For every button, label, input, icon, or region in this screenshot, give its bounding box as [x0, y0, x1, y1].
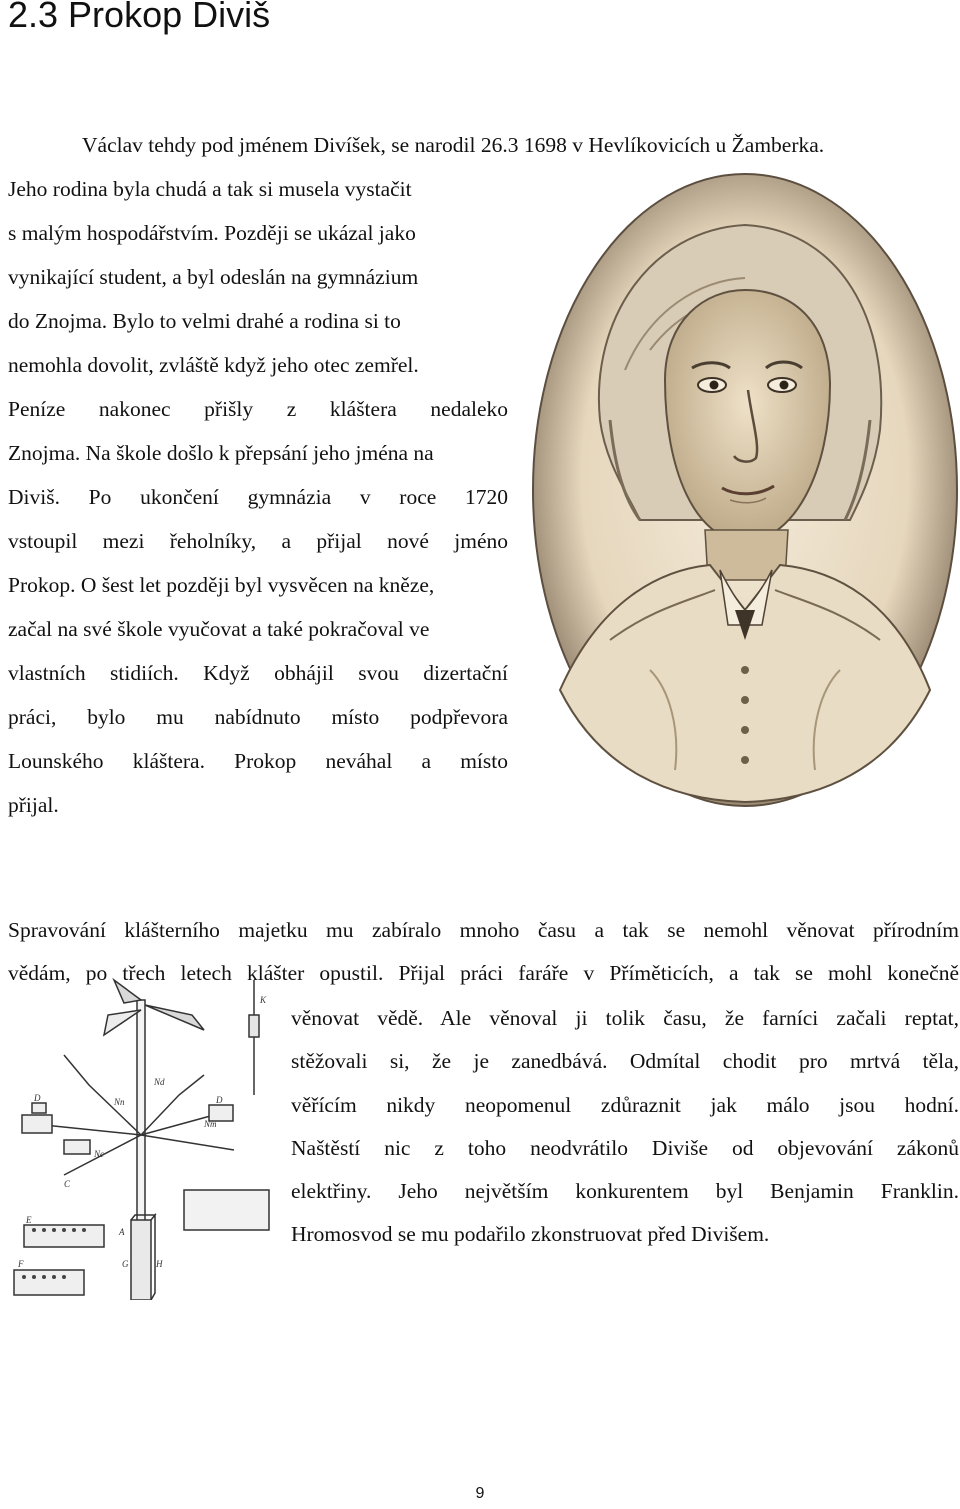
paragraph-line: Spravování klášterního majetku mu zabíralo mnoho času a tak se nemohl věnovat přírodním: [8, 918, 959, 942]
paragraph-line: Znojma. Na škole došlo k přepsání jeho jména na: [8, 441, 434, 465]
paragraph-line: Jeho rodina byla chudá a tak si musela vystačit: [8, 177, 412, 201]
diagram-label: A: [119, 1227, 125, 1237]
paragraph-line: věřícím nikdy neopomenul zdůraznit jak málo jsou hodní.: [291, 1093, 959, 1117]
diagram-label: Nc: [94, 1149, 104, 1159]
diagram-label: D: [34, 1093, 41, 1103]
paragraph-line: stěžovali si, že je zanedbává. Odmítal chodit pro mrtvá těla,: [291, 1049, 959, 1073]
section-heading: 2.3 Prokop Diviš: [8, 0, 271, 35]
paragraph-line: nemohla dovolit, zvláště když jeho otec zemřel.: [8, 353, 419, 377]
paragraph-line: Lounského kláštera. Prokop neváhal a místo: [8, 749, 508, 773]
paragraph-line: Peníze nakonec přišly z kláštera nedaleko: [8, 397, 508, 421]
diagram-label: G: [122, 1259, 129, 1269]
diagram-label: C: [64, 1179, 71, 1189]
diagram-label: H: [156, 1259, 163, 1269]
paragraph-line: vstoupil mezi řeholníky, a přijal nové jméno: [8, 529, 508, 553]
diagram-label: Nd: [154, 1077, 165, 1087]
diagram-label: F: [18, 1259, 24, 1269]
page-number: 9: [475, 1485, 485, 1502]
paragraph-line: elektřiny. Jeho největším konkurentem byl Benjamin Franklin.: [291, 1179, 959, 1203]
paragraph-line: práci, bylo mu nabídnuto místo podpřevora: [8, 705, 508, 729]
paragraph-line: vlastních stidiích. Když obhájil svou dizertační: [8, 661, 508, 685]
paragraph-line: Václav tehdy pod jménem Divíšek, se narodil 26.3 1698 v Hevlíkovicích u Žamberka.: [82, 133, 825, 157]
paragraph-line: vynikající student, a byl odeslán na gymnázium: [8, 265, 419, 289]
paragraph-line: s malým hospodářstvím. Později se ukázal jako: [8, 221, 416, 245]
diagram-label: Nm: [204, 1119, 217, 1129]
paragraph-line: přijal.: [8, 793, 59, 817]
paragraph-line: Hromosvod se mu podařilo zkonstruovat před Divišem.: [291, 1222, 770, 1246]
paragraph-line: Naštěstí nic z toho neodvrátilo Diviše od objevování zákonů: [291, 1136, 959, 1160]
paragraph-line: do Znojma. Bylo to velmi drahé a rodina si to: [8, 309, 401, 333]
diagram-label: E: [26, 1215, 32, 1225]
diagram-label: Nn: [114, 1097, 125, 1107]
paragraph-line: Diviš. Po ukončení gymnázia v roce 1720: [8, 485, 508, 509]
paragraph-line: věnovat vědě. Ale věnoval ji tolik času, že farníci začali reptat,: [291, 1006, 959, 1030]
diagram-label: K: [260, 995, 267, 1005]
paragraph-line: začal na své škole vyučovat a také pokračoval ve: [8, 617, 430, 641]
diagram-label: D: [216, 1095, 223, 1105]
paragraph-line: Prokop. O šest let později byl vysvěcen na kněze,: [8, 573, 435, 597]
paragraph-line: vědám, po třech letech klášter opustil. Přijal práci faráře v Příměticích, a tak se mohl konečně: [8, 961, 959, 985]
portrait-engraving: [530, 170, 960, 810]
lightning-rod-diagram: [4, 975, 279, 1300]
